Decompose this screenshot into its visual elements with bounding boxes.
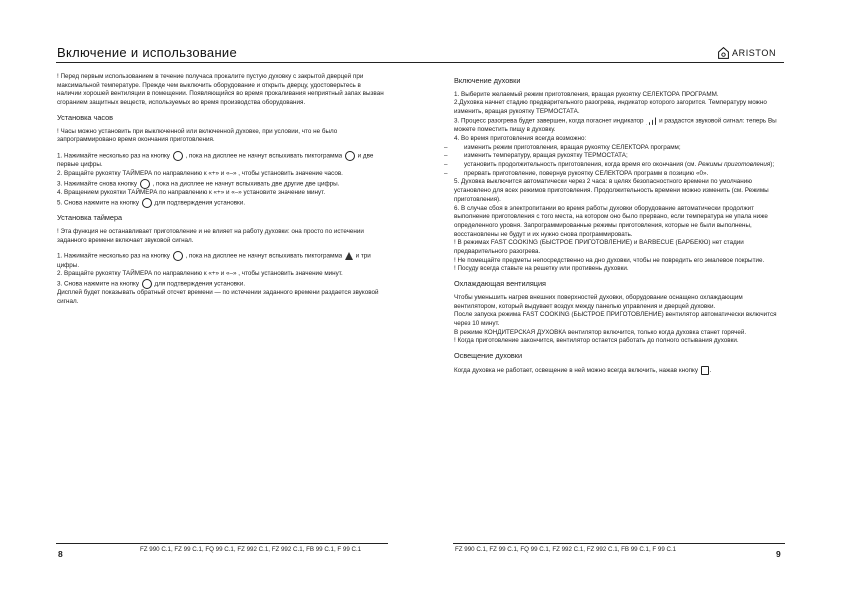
lamp-button-icon <box>701 366 709 375</box>
ariston-logo <box>718 47 776 59</box>
left-footer-models: FZ 990 C.1, FZ 99 C.1, FQ 99 C.1, FZ 992 C.1, FZ 992 C.1, FB 99 C.1, F 99 C.1 <box>140 546 362 553</box>
right-column <box>444 76 786 376</box>
oven-option-3: – установить продолжительность приготовления, когда время его окончания (см. Режимы приготовления); <box>444 161 775 168</box>
timer-button-icon <box>173 251 183 261</box>
clock-pictogram-icon <box>345 151 355 161</box>
right-footer-models: FZ 990 C.1, FZ 99 C.1, FQ 99 C.1, FZ 992 C.1, FZ 992 C.1, FB 99 C.1, F 99 C.1 <box>455 546 677 553</box>
oven-note-2: ! Не помещайте предметы непосредственно на дно духовки, чтобы не повредить его эмалевое покрытие. <box>454 256 765 264</box>
clock-button-icon <box>173 151 183 161</box>
ariston-house-icon <box>718 47 729 59</box>
timer-button-icon <box>142 279 152 289</box>
oven-option-4: – прервать приготовление, повернув рукоятку СЕЛЕКТОРА программ в позицию «0». <box>444 169 709 177</box>
timer-final: Дисплей будет показывать обратный отсчет времени — по истечении заданного времени раздается звуковой сигнал. <box>57 289 379 306</box>
oven-option-1: – изменить режим приготовления, вращая рукоятку СЕЛЕКТОРА программ; <box>444 143 681 151</box>
clock-step-3: 3. Нажимайте снова кнопку , пока на дисплее не начнут вспыхивать две другие две цифры. <box>57 180 340 188</box>
clock-step-2: 2. Вращайте рукоятку ТАЙМЕРА по направлению к «+» и «–» , чтобы установить значение часов. <box>57 170 343 177</box>
clock-heading: Установка часов <box>57 112 114 122</box>
brand-name: ARISTON <box>732 48 777 58</box>
clock-button-icon <box>142 198 152 208</box>
cooling-para-3: В режиме КОНДИТЕРСКАЯ ДУХОВКА вентилятор включится, только когда духовка станет горячей. <box>454 328 747 336</box>
timer-step-3: 3. Снова нажмите на кнопку для подтверждения установки. <box>57 280 246 288</box>
clock-step-5: 5. Снова нажмите на кнопку для подтверждения установки. <box>57 199 246 207</box>
oven-option-2: – изменить температуру, вращая рукоятку ТЕРМОСТАТА; <box>444 152 628 160</box>
cooling-para-2: После запуска режима FAST COOKING (БЫСТРОЕ ПРИГОТОВЛЕНИЕ) вентилятор автоматически включится через 10 минут. <box>454 311 777 327</box>
left-column <box>57 73 387 307</box>
clock-step-4: 4. Вращением рукоятки ТАЙМЕРА по направлению к «+» и «–» установите значение минут. <box>57 189 326 197</box>
timer-step-1: 1. Нажимайте несколько раз на кнопку , пока на дисплее не начнут вспыхивать пиктограмма и три цифры. <box>57 252 371 269</box>
clock-button-icon <box>140 179 150 189</box>
oven-step-5: 5. Духовка выключится автоматически через 2 часа: в целях безопасностного времени по умолчанию установлено для всех режимов приготовления. Продолжительность времени можно изменить (см. Режимы приготовления). <box>454 178 769 203</box>
oven-step-4: 4. Во время приготовления всегда возможно: <box>454 134 587 142</box>
clock-step-1: 1. Нажимайте несколько раз на кнопку , пока на дисплее не начнут вспыхивать пиктограмма и две первые цифры. <box>57 152 374 169</box>
cooling-note: ! Когда приготовление закончится, вентилятор остается работать до полного остывания духовки. <box>454 337 739 345</box>
light-heading: Освещение духовки <box>454 351 523 361</box>
page-number-right: 9 <box>776 549 781 559</box>
timer-heading: Установка таймера <box>57 213 123 223</box>
oven-note-3: ! Посуду всегда ставьте на решетку или противень духовки. <box>454 265 629 273</box>
light-para: Когда духовка не работает, освещение в ней можно всегда включить, нажав кнопку . <box>454 366 712 374</box>
page-number-left: 8 <box>58 549 63 559</box>
oven-heading: Включение духовки <box>454 76 521 85</box>
preheat-indicator-icon <box>646 117 656 125</box>
page-title: Включение и использование <box>57 45 238 60</box>
timer-note: ! Эта функция не останавливает приготовление и не влияет на работу духовки: она просто по истечении заданного времени включает звуковой сигнал. <box>57 227 364 244</box>
timer-step-2: 2. Вращайте рукоятку ТАЙМЕРА по направлению к «+» и «–» , чтобы установить значение минут. <box>57 270 343 278</box>
cooling-heading: Охлаждающая вентиляция <box>454 279 546 289</box>
oven-note-1: ! В режимах FAST COOKING (БЫСТРОЕ ПРИГОТОВЛЕНИЕ) и BARBECUE (БАРБЕКЮ) нет стадии предварительного разогрева. <box>454 239 744 256</box>
oven-step-3: 3. Процесс разогрева будет завершен, когда погаснет индикатор и раздастся звуковой сигнал: теперь Вы можете поместить пищу в духовку. <box>454 117 777 134</box>
bell-pictogram-icon <box>345 252 353 260</box>
oven-step-6: 6. В случае сбоя в электропитании во время работы духовки оборудование автоматически продолжит выполнение приготовления с того места, на котором оно было прервано, если температура не упала ниже определенного уровня. Запрограммированные режимы приготовления, которые не были выполнены, восстановлены не будут и их нужно снова программировать. <box>454 204 768 238</box>
cooling-para-1: Чтобы уменьшить нагрев внешних поверхностей духовки, оборудование оснащено охлаждающим вентилятором, который выдувает воздух между панелью управления и дверцей духовки. <box>454 293 743 310</box>
oven-step-1: 1. Выберите желаемый режим приготовления, вращая рукоятку СЕЛЕКТОРА ПРОГРАММ. <box>454 90 719 98</box>
intro-paragraph: ! Перед первым использованием в течение получаса прокалите пустую духовку с закрытой дверцей при максимальной температуре. Прежде чем выключить оборудование и открыть дверцу, удостоверьтесь в наличии хорошей вентиляции в помещении. Появляющийся во время прокаливания неприятный запах вызван сгоранием защитных веществ, используемых во время производства оборудования. <box>57 73 384 107</box>
header-rule <box>56 62 784 63</box>
left-footer-rule <box>56 543 388 544</box>
oven-step-2: 2.Духовка начнет стадию предварительного разогрева, индикатор которого загорится. Температуру можно изменить, вращая рукоятку ТЕРМОСТАТА. <box>454 99 767 116</box>
clock-note: ! Часы можно установить при выключенной или включенной духовке, при условии, что не было запрограммировано время окончания приготовления. <box>57 127 338 144</box>
right-footer-rule <box>453 543 785 544</box>
